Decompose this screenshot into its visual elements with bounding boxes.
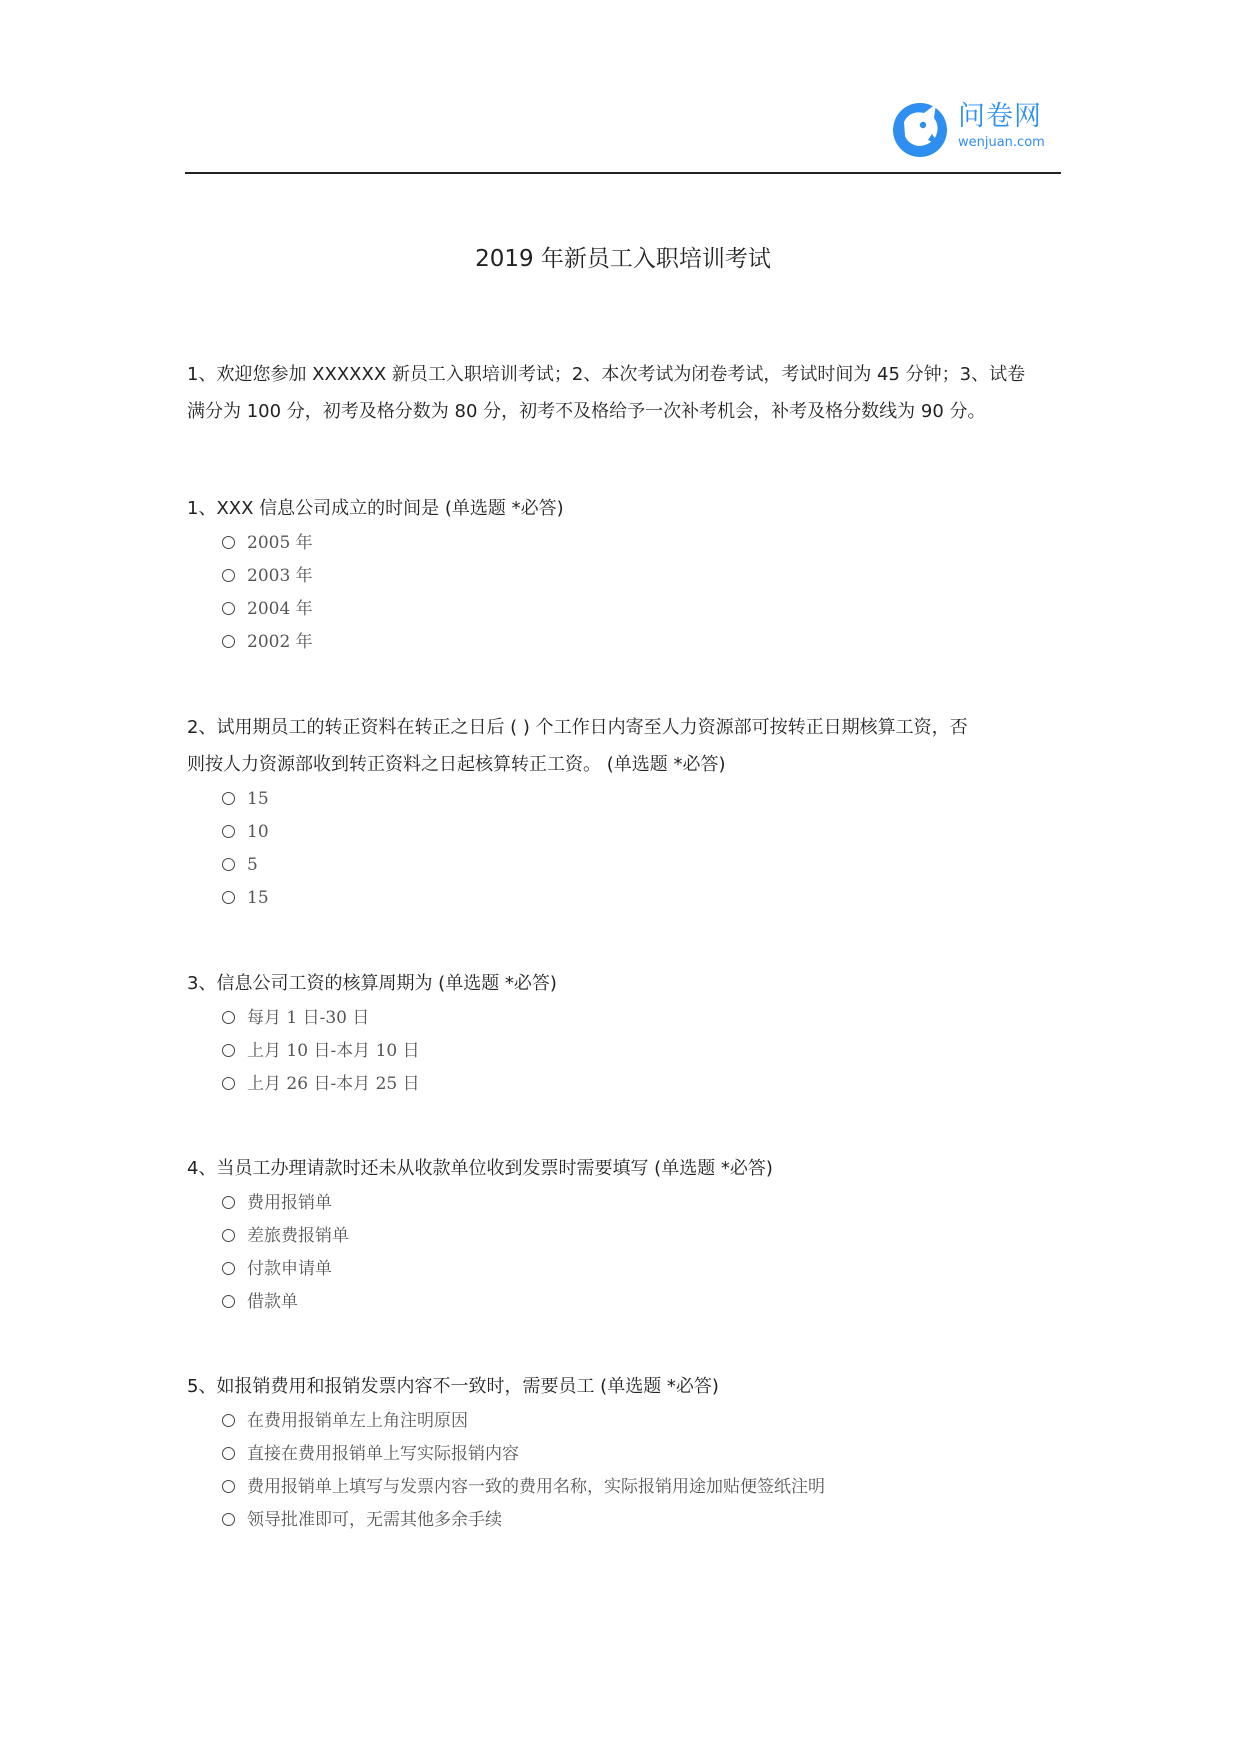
option-list — [187, 1188, 1063, 1320]
option-leader-approval[interactable] — [187, 1505, 1063, 1538]
question-title-line: 5、如报销费用和报销发票内容不一致时，需要员工 (单选题 *必答) — [187, 1376, 719, 1397]
radio-icon[interactable] — [222, 792, 235, 805]
option-label: 直接在费用报销单上写实际报销内容 — [247, 1444, 519, 1464]
question-1 — [187, 490, 1063, 660]
option-payment-request-form[interactable] — [187, 1254, 1063, 1287]
radio-icon[interactable] — [222, 536, 235, 549]
option-travel-expense-form[interactable] — [187, 1221, 1063, 1254]
option-sticky-note[interactable] — [187, 1472, 1063, 1505]
option-expense-form[interactable] — [187, 1188, 1063, 1221]
option-note-reason[interactable] — [187, 1406, 1063, 1439]
radio-icon[interactable] — [222, 1077, 235, 1090]
radio-icon[interactable] — [222, 635, 235, 648]
radio-icon[interactable] — [222, 1196, 235, 1209]
radio-icon[interactable] — [222, 891, 235, 904]
question-3 — [187, 965, 1063, 1102]
option-write-actual-content[interactable] — [187, 1439, 1063, 1472]
intro-line: 满分为 100 分，初考及格分数为 80 分，初考不及格给予一次补考机会，补考及格分数线为 90 分。 — [187, 401, 986, 422]
question-title-line: 1、XXX 信息公司成立的时间是 (单选题 *必答) — [187, 498, 564, 519]
question-5 — [187, 1368, 1063, 1538]
option-label: 2005 年 — [247, 533, 313, 553]
radio-icon[interactable] — [222, 1480, 235, 1493]
option-label: 2003 年 — [247, 566, 313, 586]
option-label: 15 — [247, 888, 269, 908]
option-10-10[interactable] — [187, 1036, 1063, 1069]
question-title — [187, 1150, 1063, 1187]
option-label: 2004 年 — [247, 599, 313, 619]
option-label: 付款申请单 — [247, 1259, 332, 1279]
option-label: 在费用报销单左上角注明原因 — [247, 1411, 468, 1431]
question-title-line: 4、当员工办理请款时还未从收款单位收到发票时需要填写 (单选题 *必答) — [187, 1158, 773, 1179]
option-list — [187, 784, 1063, 916]
radio-icon[interactable] — [222, 602, 235, 615]
intro-line: 1、欢迎您参加 XXXXXX 新员工入职培训考试；2、本次考试为闭卷考试，考试时间为 45 分钟；3、试卷 — [187, 364, 1026, 385]
question-2 — [187, 709, 1063, 916]
question-title — [187, 1368, 1063, 1405]
header-divider — [185, 172, 1061, 174]
question-title — [187, 490, 1063, 527]
option-26-25[interactable] — [187, 1069, 1063, 1102]
radio-icon[interactable] — [222, 1011, 235, 1024]
option-label: 领导批准即可，无需其他多余手续 — [247, 1510, 502, 1530]
option-loan-form[interactable] — [187, 1287, 1063, 1320]
option-monthly-1-30[interactable] — [187, 1003, 1063, 1036]
option-label: 2002 年 — [247, 632, 313, 652]
option-15[interactable] — [187, 784, 1063, 817]
radio-icon[interactable] — [222, 1262, 235, 1275]
option-label: 10 — [247, 822, 269, 842]
brand-logo — [890, 96, 1060, 160]
wenjuan-logo-icon — [890, 96, 954, 160]
option-list — [187, 1003, 1063, 1102]
option-10[interactable] — [187, 817, 1063, 850]
option-label: 15 — [247, 789, 269, 809]
option-list — [187, 1406, 1063, 1538]
option-label: 上月 10 日-本月 10 日 — [247, 1041, 420, 1061]
option-5[interactable] — [187, 850, 1063, 883]
option-2003[interactable] — [187, 561, 1063, 594]
option-15-b[interactable] — [187, 883, 1063, 916]
radio-icon[interactable] — [222, 569, 235, 582]
radio-icon[interactable] — [222, 1447, 235, 1460]
option-label: 5 — [247, 855, 258, 875]
option-label: 费用报销单 — [247, 1193, 332, 1213]
option-label: 费用报销单上填写与发票内容一致的费用名称，实际报销用途加贴便签纸注明 — [247, 1477, 825, 1497]
question-title — [187, 965, 1063, 1002]
option-label: 借款单 — [247, 1292, 298, 1312]
document-title: 2019 年新员工入职培训考试 — [475, 246, 771, 272]
option-2002[interactable] — [187, 627, 1063, 660]
brand-domain: wenjuan.com — [958, 135, 1045, 150]
radio-icon[interactable] — [222, 1044, 235, 1057]
radio-icon[interactable] — [222, 1295, 235, 1308]
question-title-line: 则按人力资源部收到转正资料之日起核算转正工资。 (单选题 *必答) — [187, 754, 726, 775]
option-label: 每月 1 日-30 日 — [247, 1008, 370, 1028]
radio-icon[interactable] — [222, 1513, 235, 1526]
option-label: 上月 26 日-本月 25 日 — [247, 1074, 420, 1094]
brand-name: 问卷网 — [958, 101, 1042, 132]
question-4 — [187, 1150, 1063, 1320]
radio-icon[interactable] — [222, 1414, 235, 1427]
question-title — [187, 709, 1063, 783]
option-2004[interactable] — [187, 594, 1063, 627]
intro-paragraph — [187, 356, 1063, 430]
option-list — [187, 528, 1063, 660]
option-2005[interactable] — [187, 528, 1063, 561]
question-title-line: 2、试用期员工的转正资料在转正之日后 ( ) 个工作日内寄至人力资源部可按转正日期核算工资，否 — [187, 717, 968, 738]
radio-icon[interactable] — [222, 858, 235, 871]
radio-icon[interactable] — [222, 825, 235, 838]
question-title-line: 3、信息公司工资的核算周期为 (单选题 *必答) — [187, 973, 557, 994]
radio-icon[interactable] — [222, 1229, 235, 1242]
option-label: 差旅费报销单 — [247, 1226, 349, 1246]
